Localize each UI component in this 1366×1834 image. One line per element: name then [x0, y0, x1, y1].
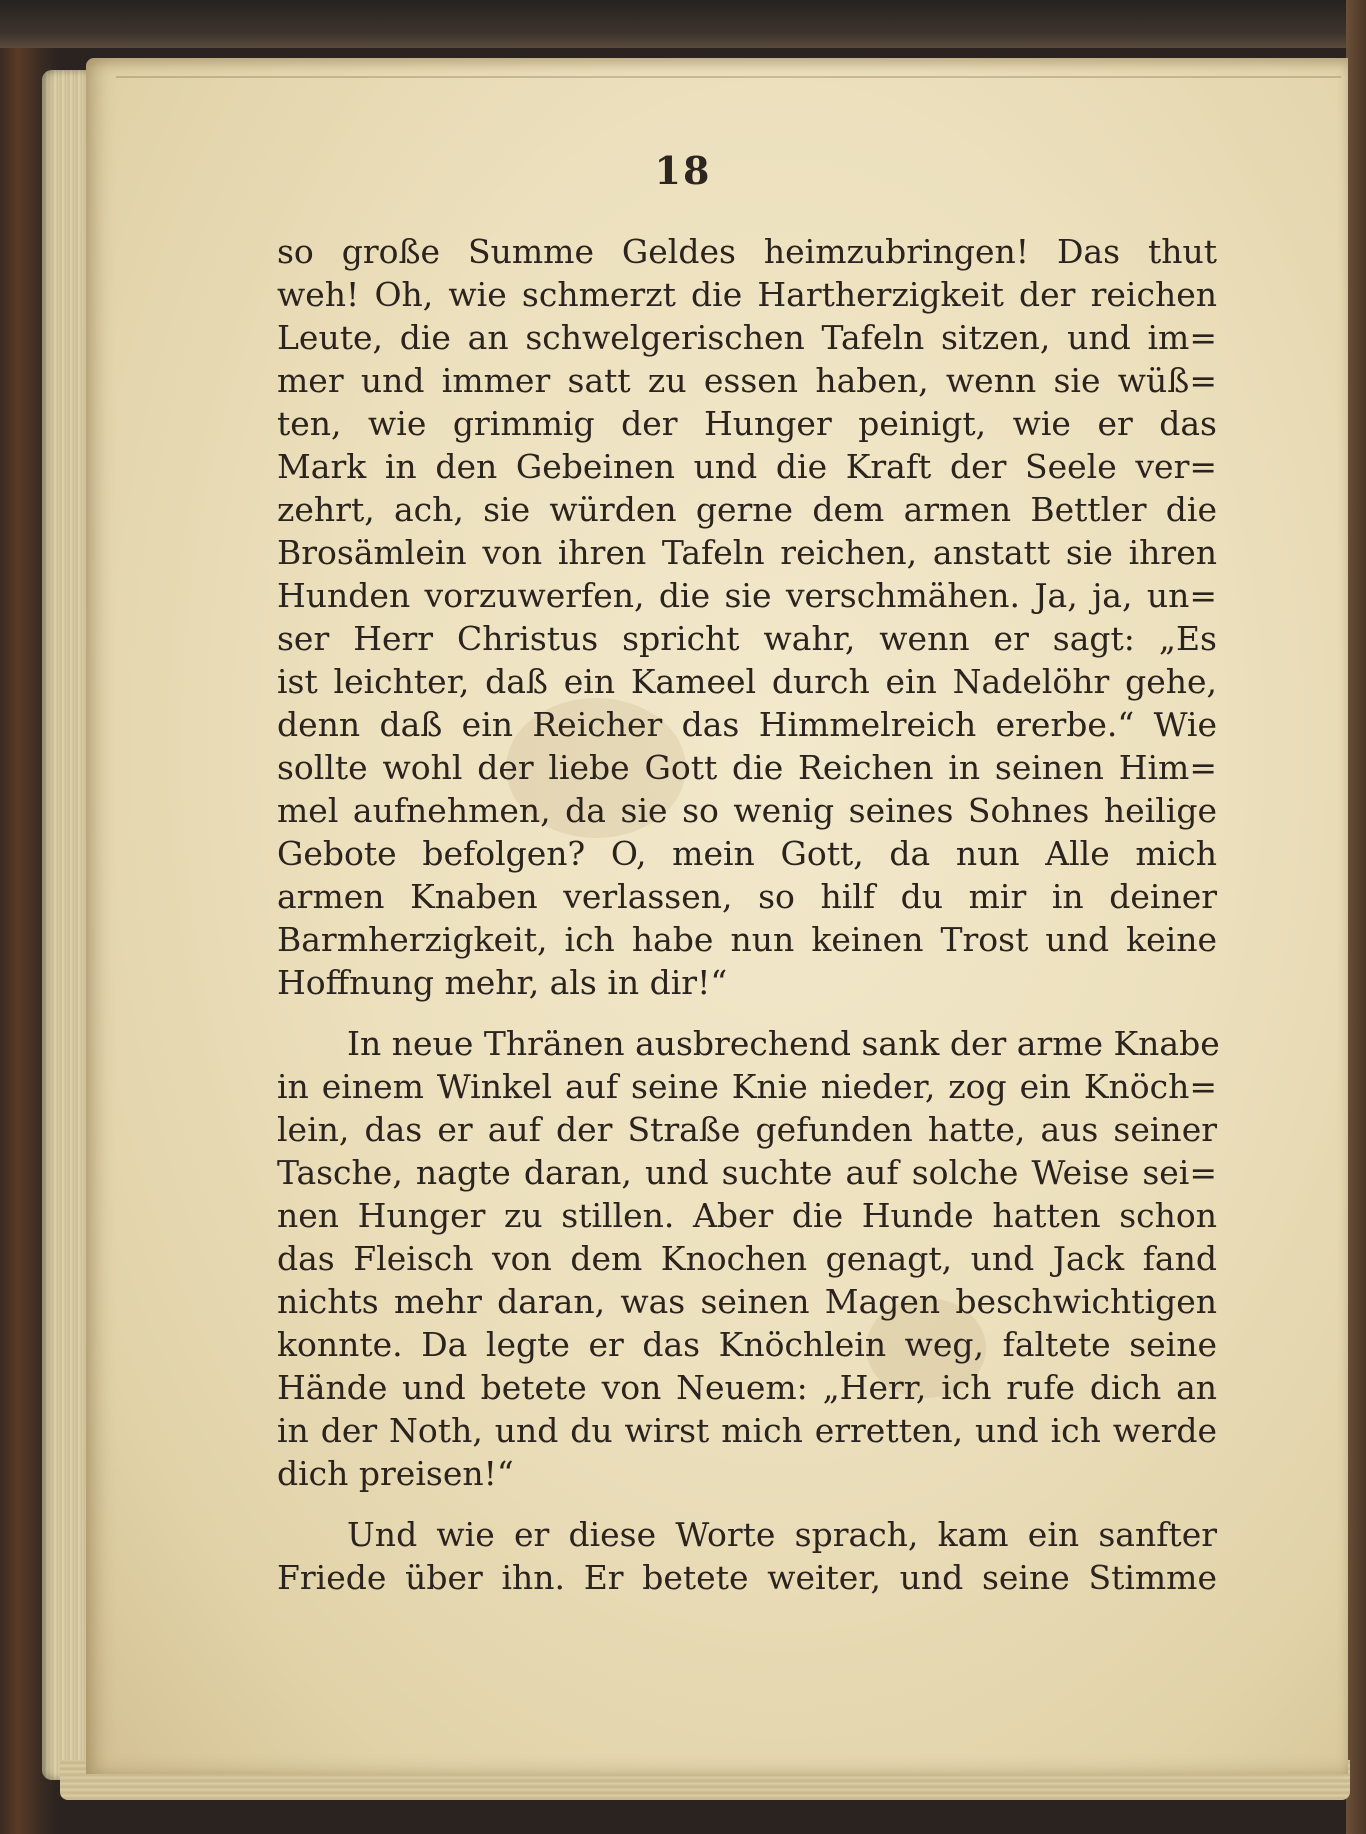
text-line: Barmherzigkeit, ich habe nun keinen Trost und keine [277, 920, 1217, 959]
text-line: in einem Winkel auf seine Knie nieder, zog ein Knöch= [277, 1067, 1217, 1106]
text-line: In neue Thränen ausbrechend sank der arme Knabe [347, 1024, 1220, 1063]
text-line: konnte. Da legte er das Knöchlein weg, faltete seine [277, 1325, 1217, 1364]
text-line: dich preisen!“ [277, 1454, 514, 1493]
text-line: nen Hunger zu stillen. Aber die Hunde hatten schon [277, 1196, 1217, 1235]
paragraph [277, 230, 1217, 1004]
text-line: Tasche, nagte daran, und suchte auf solche Weise sei= [277, 1153, 1217, 1192]
page-number: 18 [654, 148, 712, 193]
paragraph [277, 1513, 1217, 1599]
text-line: armen Knaben verlassen, so hilf du mir in deiner [277, 877, 1217, 916]
text-line: mer und immer satt zu essen haben, wenn sie wüß= [277, 361, 1217, 400]
text-line: Brosämlein von ihren Tafeln reichen, anstatt sie ihren [277, 533, 1217, 572]
page-crease [116, 76, 1341, 78]
text-line: Leute, die an schwelgerischen Tafeln sitzen, und im= [277, 318, 1217, 357]
text-line: Hunden vorzuwerfen, die sie verschmähen. Ja, ja, un= [277, 576, 1217, 615]
text-line: ten, wie grimmig der Hunger peinigt, wie er das [277, 404, 1217, 443]
paragraph [277, 1022, 1220, 1495]
text-line: Gebote befolgen? O, mein Gott, da nun Alle mich [277, 834, 1217, 873]
paragraph-gap [277, 1495, 1217, 1513]
book-cover-right-edge [1346, 0, 1366, 1834]
text-line: so große Summe Geldes heimzubringen! Das thut [277, 232, 1217, 271]
text-line: lein, das er auf der Straße gefunden hatte, aus seiner [277, 1110, 1217, 1149]
text-line: zehrt, ach, sie würden gerne dem armen Bettler die [277, 490, 1217, 529]
paragraph-gap [277, 1004, 1217, 1022]
text-line: in der Noth, und du wirst mich erretten, und ich werde [277, 1411, 1217, 1450]
page-text [277, 230, 1220, 1599]
text-line: ser Herr Christus spricht wahr, wenn er sagt: „Es [277, 619, 1217, 658]
text-line: mel aufnehmen, da sie so wenig seines Sohnes heilige [277, 791, 1217, 830]
text-line: Mark in den Gebeinen und die Kraft der Seele ver= [277, 447, 1217, 486]
text-line: Hände und betete von Neuem: „Herr, ich rufe dich an [277, 1368, 1217, 1407]
text-line: denn daß ein Reicher das Himmelreich ererbe.“ Wie [277, 705, 1217, 744]
text-line: nichts mehr daran, was seinen Magen beschwichtigen [277, 1282, 1217, 1321]
book-cover-top-edge [0, 0, 1366, 48]
text-line: Hoffnung mehr, als in dir!“ [277, 963, 728, 1002]
text-line: Und wie er diese Worte sprach, kam ein sanfter [347, 1515, 1217, 1554]
text-line: sollte wohl der liebe Gott die Reichen in seinen Him= [277, 748, 1217, 787]
text-line: Friede über ihn. Er betete weiter, und seine Stimme [277, 1558, 1217, 1597]
text-line: ist leichter, daß ein Kameel durch ein Nadelöhr gehe, [277, 662, 1217, 701]
text-line: weh! Oh, wie schmerzt die Hartherzigkeit der reichen [277, 275, 1217, 314]
text-line: das Fleisch von dem Knochen genagt, und Jack fand [277, 1239, 1217, 1278]
